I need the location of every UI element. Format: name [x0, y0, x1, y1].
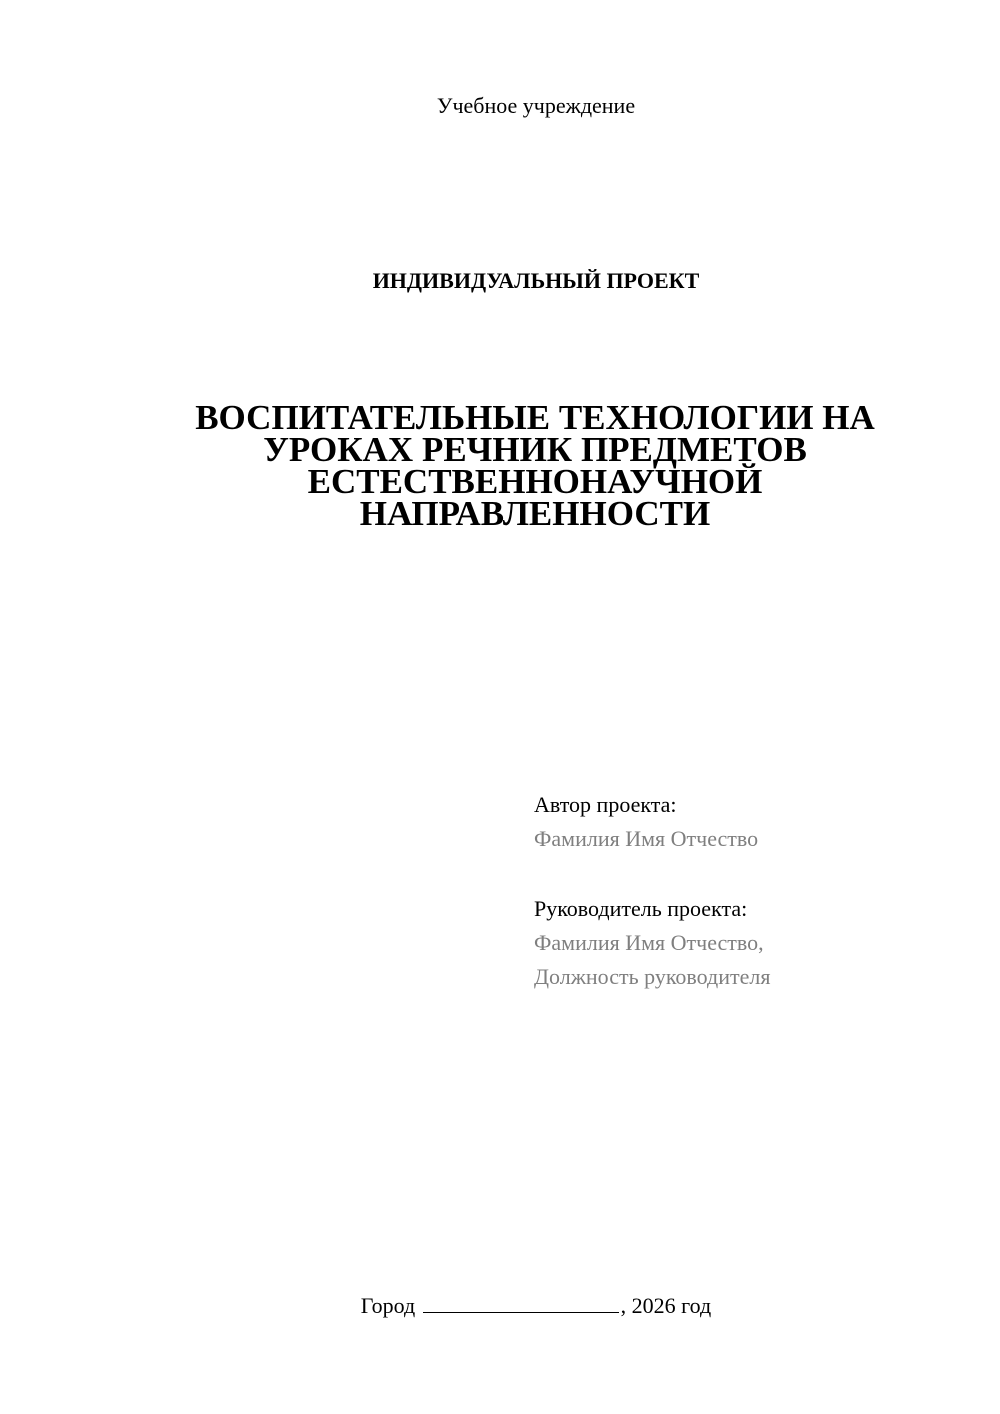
project-title-line: ВОСПИТАТЕЛЬНЫЕ ТЕХНОЛОГИИ НА [195, 398, 875, 437]
supervisor-label: Руководитель проекта: [534, 896, 748, 921]
project-title [140, 398, 930, 533]
supervisor-name: Фамилия Имя Отчество, [534, 930, 764, 955]
project-title-line: УРОКАХ РЕЧНИК ПРЕДМЕТОВ [263, 430, 807, 469]
institution-name: Учебное учреждение [436, 93, 636, 118]
year-text: , 2026 год [620, 1293, 712, 1318]
city-year-line [0, 1290, 1000, 1320]
author-name: Фамилия Имя Отчество [534, 826, 759, 851]
city-blank-line [423, 1290, 619, 1313]
project-type-heading: ИНДИВИДУАЛЬНЫЙ ПРОЕКТ [372, 268, 700, 293]
project-title-line: НАПРАВЛЕННОСТИ [359, 494, 711, 533]
project-title-line: ЕСТЕСТВЕННОНАУЧНОЙ [307, 462, 763, 501]
author-label: Автор проекта: [534, 792, 677, 817]
city-label: Город [360, 1293, 416, 1318]
supervisor-position: Должность руководителя [534, 964, 771, 989]
project-info-block [534, 788, 954, 994]
